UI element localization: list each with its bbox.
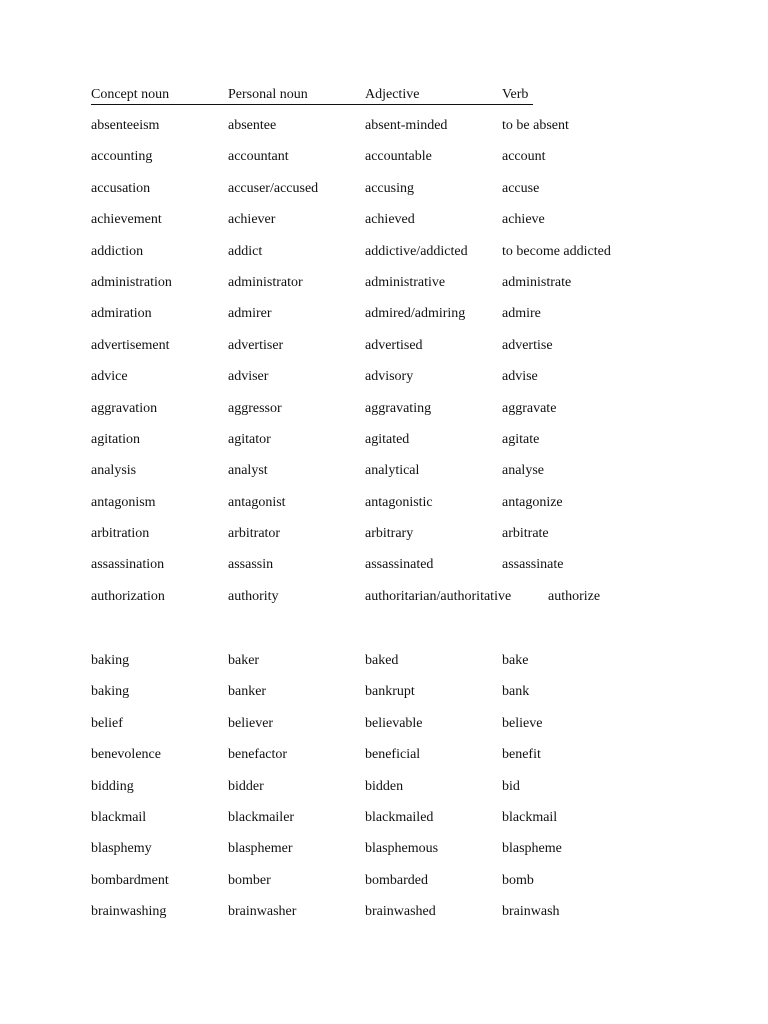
cell-concept-noun: analysis xyxy=(91,463,137,479)
cell-adjective: authoritarian/authoritative xyxy=(365,588,512,604)
cell-personal-noun: arbitrator xyxy=(228,526,281,542)
cell-adjective: blasphemous xyxy=(365,841,439,857)
cell-personal-noun: bidder xyxy=(228,778,264,794)
cell-adjective: antagonistic xyxy=(365,494,433,510)
cell-personal-noun: blackmailer xyxy=(228,809,295,825)
cell-concept-noun: advice xyxy=(91,369,128,385)
cell-verb: bomb xyxy=(502,872,534,888)
cell-verb: account xyxy=(502,149,546,165)
table-row xyxy=(91,494,731,525)
cell-personal-noun: adviser xyxy=(228,369,269,385)
cell-concept-noun: benevolence xyxy=(91,747,161,763)
cell-concept-noun: advertisement xyxy=(91,337,170,353)
word-list-section-b xyxy=(91,652,731,935)
cell-concept-noun: belief xyxy=(91,715,123,731)
cell-concept-noun: accounting xyxy=(91,149,153,165)
table-row xyxy=(91,588,731,619)
cell-adjective: accusing xyxy=(365,180,414,196)
table-row xyxy=(91,431,731,462)
cell-adjective: admired/admiring xyxy=(365,306,466,322)
cell-concept-noun: administration xyxy=(91,274,172,290)
cell-concept-noun: assassination xyxy=(91,557,165,573)
cell-verb: admire xyxy=(502,306,541,322)
cell-concept-noun: aggravation xyxy=(91,400,158,416)
cell-verb: to become addicted xyxy=(502,243,611,259)
table-row xyxy=(91,305,731,336)
cell-verb: brainwash xyxy=(502,904,560,920)
cell-personal-noun: absentee xyxy=(228,118,277,133)
cell-adjective: bankrupt xyxy=(365,684,415,700)
cell-concept-noun: arbitration xyxy=(91,526,150,542)
cell-adjective: accountable xyxy=(365,149,432,165)
cell-concept-noun: agitation xyxy=(91,431,140,447)
cell-verb: to be absent xyxy=(502,118,569,133)
cell-personal-noun: administrator xyxy=(228,274,303,290)
cell-adjective: bombarded xyxy=(365,872,428,888)
cell-adjective: brainwashed xyxy=(365,904,436,920)
table-row xyxy=(91,525,731,556)
table-row xyxy=(91,903,731,934)
table-row xyxy=(91,274,731,305)
header-personal-noun: Personal noun xyxy=(228,86,365,105)
cell-verb: aggravate xyxy=(502,400,557,416)
cell-verb: bank xyxy=(502,684,530,700)
cell-verb: blaspheme xyxy=(502,841,562,857)
cell-concept-noun: blackmail xyxy=(91,809,147,825)
cell-personal-noun: admirer xyxy=(228,306,272,322)
cell-verb: analyse xyxy=(502,463,544,479)
table-row xyxy=(91,556,731,587)
table-row xyxy=(91,778,731,809)
cell-personal-noun: addict xyxy=(228,243,263,259)
cell-adjective: aggravating xyxy=(365,400,432,416)
cell-personal-noun: advertiser xyxy=(228,337,284,353)
cell-personal-noun: assassin xyxy=(228,557,274,573)
cell-concept-noun: brainwashing xyxy=(91,904,167,920)
table-row xyxy=(91,809,731,840)
header-adjective: Adjective xyxy=(365,86,502,105)
cell-personal-noun: authority xyxy=(228,588,279,604)
table-row xyxy=(91,840,731,871)
cell-personal-noun: aggressor xyxy=(228,400,282,416)
cell-concept-noun: bombardment xyxy=(91,872,169,888)
table-row xyxy=(91,872,731,903)
cell-personal-noun: benefactor xyxy=(228,747,288,763)
cell-verb: advertise xyxy=(502,337,553,353)
cell-concept-noun: admiration xyxy=(91,306,152,322)
cell-adjective: advertised xyxy=(365,337,423,353)
cell-concept-noun: authorization xyxy=(91,588,165,604)
cell-concept-noun: addiction xyxy=(91,243,144,259)
cell-adjective: agitated xyxy=(365,431,410,447)
cell-verb: accuse xyxy=(502,180,540,196)
cell-adjective: absent-minded xyxy=(365,118,448,133)
table-row xyxy=(91,652,731,683)
table-row xyxy=(91,400,731,431)
cell-verb: arbitrate xyxy=(502,526,549,542)
header-verb: Verb xyxy=(502,86,533,105)
table-row xyxy=(91,337,731,368)
table-row xyxy=(91,683,731,714)
cell-verb: advise xyxy=(502,369,538,385)
table-row xyxy=(91,715,731,746)
cell-concept-noun: achievement xyxy=(91,212,162,228)
cell-verb: administrate xyxy=(502,274,572,290)
cell-concept-noun: blasphemy xyxy=(91,841,152,857)
cell-verb: blackmail xyxy=(502,809,558,825)
table-row xyxy=(91,368,731,399)
cell-verb: antagonize xyxy=(502,494,563,510)
cell-concept-noun: bidding xyxy=(91,778,134,794)
cell-personal-noun: blasphemer xyxy=(228,841,293,857)
cell-adjective: administrative xyxy=(365,274,446,290)
cell-personal-noun: accuser/accused xyxy=(228,180,319,196)
table-row xyxy=(91,462,731,493)
cell-personal-noun: achiever xyxy=(228,212,276,228)
cell-adjective: assassinated xyxy=(365,557,434,573)
cell-verb: agitate xyxy=(502,431,540,447)
cell-personal-noun: baker xyxy=(228,653,260,668)
cell-verb: achieve xyxy=(502,212,545,228)
cell-personal-noun: brainwasher xyxy=(228,904,297,920)
cell-adjective: arbitrary xyxy=(365,526,414,542)
cell-personal-noun: analyst xyxy=(228,463,268,479)
cell-concept-noun: baking xyxy=(91,653,130,668)
cell-concept-noun: antagonism xyxy=(91,494,156,510)
cell-personal-noun: agitator xyxy=(228,431,271,447)
cell-verb: authorize xyxy=(548,588,601,604)
table-header xyxy=(91,86,691,104)
cell-adjective: addictive/addicted xyxy=(365,243,468,259)
cell-personal-noun: accountant xyxy=(228,149,289,165)
cell-personal-noun: bomber xyxy=(228,872,271,888)
cell-personal-noun: banker xyxy=(228,684,267,700)
cell-adjective: believable xyxy=(365,715,423,731)
cell-concept-noun: absenteeism xyxy=(91,118,160,133)
cell-verb: assassinate xyxy=(502,557,564,573)
table-row xyxy=(91,148,731,179)
cell-adjective: blackmailed xyxy=(365,809,434,825)
cell-adjective: beneficial xyxy=(365,747,421,763)
cell-verb: benefit xyxy=(502,747,541,763)
cell-concept-noun: baking xyxy=(91,684,130,700)
cell-adjective: advisory xyxy=(365,369,414,385)
table-row xyxy=(91,746,731,777)
cell-personal-noun: antagonist xyxy=(228,494,286,510)
cell-verb: bid xyxy=(502,778,520,794)
table-row xyxy=(91,117,731,148)
cell-adjective: achieved xyxy=(365,212,415,228)
cell-personal-noun: believer xyxy=(228,715,274,731)
table-row xyxy=(91,180,731,211)
word-list-section-a xyxy=(91,117,731,619)
cell-verb: bake xyxy=(502,653,529,668)
cell-adjective: baked xyxy=(365,653,399,668)
cell-adjective: bidden xyxy=(365,778,404,794)
header-concept-noun: Concept noun xyxy=(91,86,228,105)
cell-adjective: analytical xyxy=(365,463,420,479)
table-row xyxy=(91,211,731,242)
cell-verb: believe xyxy=(502,715,543,731)
cell-concept-noun: accusation xyxy=(91,180,151,196)
table-row xyxy=(91,243,731,274)
